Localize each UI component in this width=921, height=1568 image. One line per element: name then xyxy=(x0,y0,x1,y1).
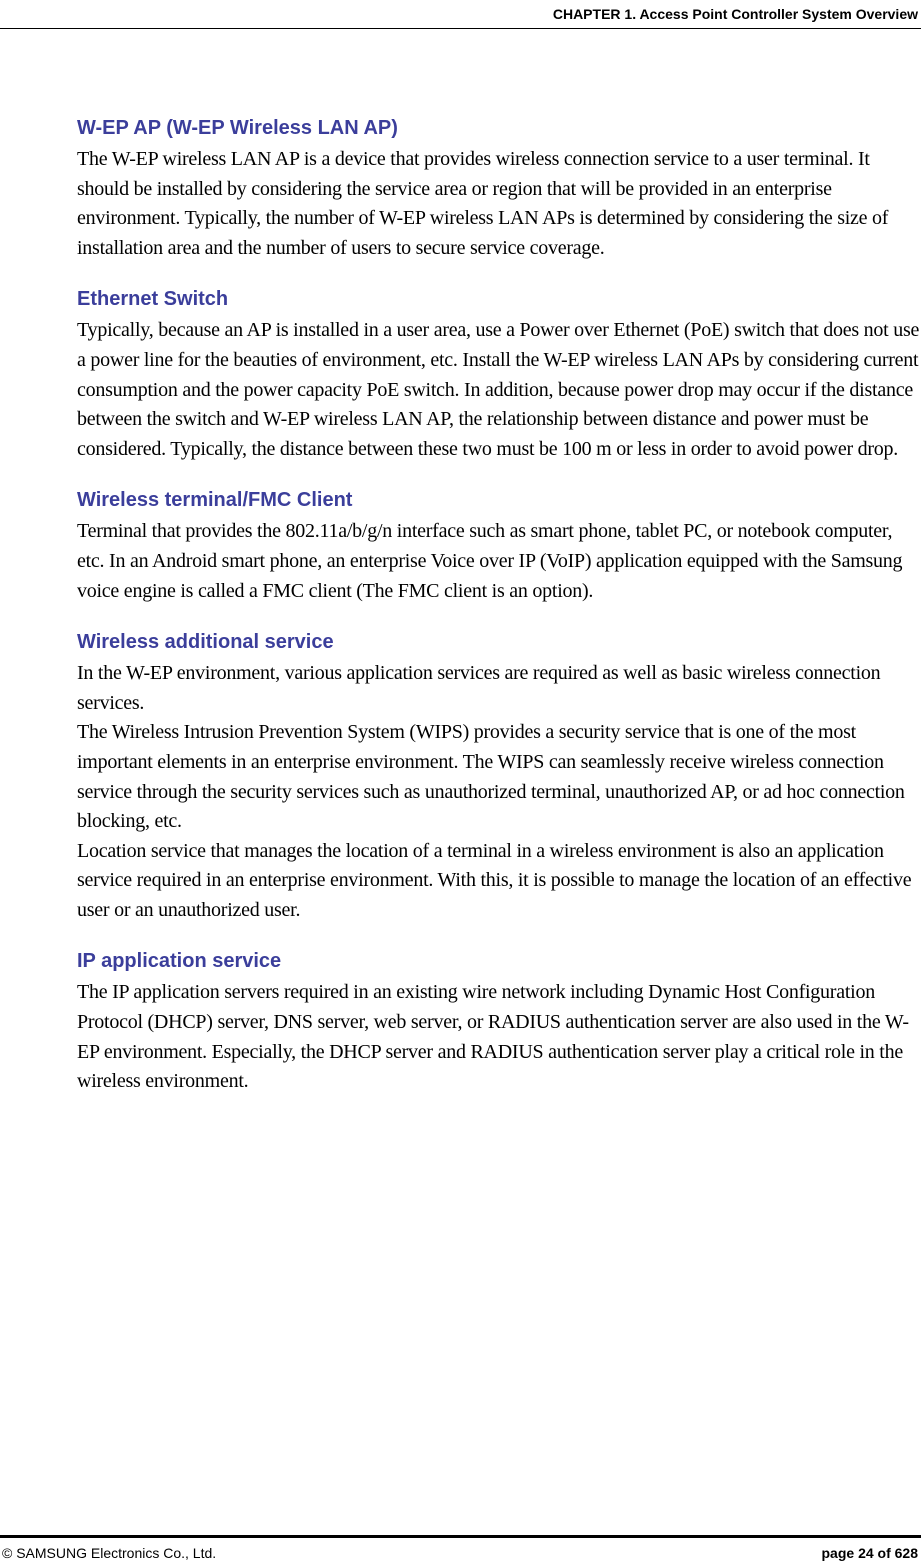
chapter-title: CHAPTER 1. Access Point Controller System Overview xyxy=(552,6,918,22)
section-heading: W-EP AP (W-EP Wireless LAN AP) xyxy=(77,117,398,139)
section-paragraph: Typically, because an AP is installed in a user area, use a Power over Ethernet (PoE) switch that does not use a power line for the beauties of environment, etc. Install the W-EP wireless LAN APs by considering current consumption and the power capacity PoE switch. In addition, because power drop may occur if the distance between the switch and W-EP wireless LAN AP, the relationship between distance and power must be considered. Typically, the distance between these two must be 100 m or less in order to avoid power drop. xyxy=(77,319,920,460)
section-paragraph: In the W-EP environment, various application services are required as well as basic wireless connection services. xyxy=(77,662,881,714)
page-footer xyxy=(0,1535,921,1568)
copyright-notice: © SAMSUNG Electronics Co., Ltd. xyxy=(2,1545,217,1561)
section-paragraph: The IP application servers required in an existing wire network including Dynamic Host Configuration Protocol (DHCP) server, DNS server, web server, or RADIUS authentication server are also used in the W-EP environment. Especially, the DHCP server and RADIUS authentication server play a critical role in the wireless environment. xyxy=(77,981,909,1093)
section-wireless-additional-service xyxy=(77,629,920,925)
section-w-ep-ap xyxy=(77,115,920,263)
section-heading: Wireless additional service xyxy=(77,631,334,654)
section-ethernet-switch xyxy=(77,286,920,464)
section-heading: Wireless terminal/FMC Client xyxy=(77,489,353,512)
page-header xyxy=(0,0,921,29)
section-paragraph: Terminal that provides the 802.11a/b/g/n interface such as smart phone, tablet PC, or notebook computer, etc. In an Android smart phone, an enterprise Voice over IP (VoIP) application equipped with the Samsung voice engine is called a FMC client (The FMC client is an option). xyxy=(77,520,903,602)
section-paragraph: The Wireless Intrusion Prevention System (WIPS) provides a security service that is one of the most important elements in an enterprise environment. The WIPS can seamlessly receive wireless connection service through the security services such as unauthorized terminal, unauthorized AP, or ad hoc connection blocking, etc. xyxy=(77,721,905,833)
section-ip-application-service xyxy=(77,948,920,1096)
section-wireless-terminal xyxy=(77,487,920,606)
section-paragraph: Location service that manages the location of a terminal in a wireless environment is also an application service required in an enterprise environment. With this, it is possible to manage the location of an effective user or an unauthorized user. xyxy=(77,839,912,921)
section-paragraph: The W-EP wireless LAN AP is a device that provides wireless connection service to a user terminal. It should be installed by considering the service area or region that will be provided in an enterprise environment. Typically, the number of W-EP wireless LAN APs is determined by considering the size of installation area and the number of users to secure service coverage. xyxy=(77,148,889,259)
page-number: page 24 of 628 xyxy=(821,1545,918,1561)
section-heading: IP application service xyxy=(77,950,282,973)
document-body xyxy=(77,115,920,1120)
section-heading: Ethernet Switch xyxy=(77,288,229,311)
